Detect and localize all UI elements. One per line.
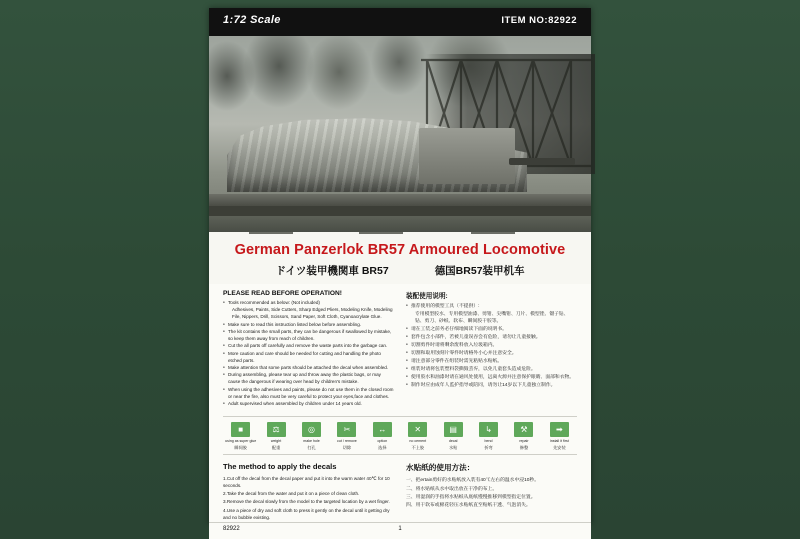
instructions-column-chinese <box>406 290 577 408</box>
symbol-legend <box>223 416 577 455</box>
decal-step: 1.Cut off the decal from the decal paper and put it into the warm water 40℃ for 10 seconds. <box>223 476 390 489</box>
photo-gun-barrel <box>509 158 575 165</box>
option-icon: ↔ <box>373 422 392 437</box>
instruction-item: ● 切割剪件时请将剩余废料放入垃圾箱内。 <box>406 342 577 349</box>
footer-item-number: 82922 <box>223 525 240 532</box>
drill-hole-icon: ◎ <box>302 422 321 437</box>
legend-caption-cn: 先安装 <box>553 444 566 450</box>
instruction-item: 专用模型胶水、专用模型油漆、剪钳、尖嘴钳、刀片、模型锉、镊子钻、钻、剪刀、砂纸、软布、瞬间胶干胶等。 <box>415 311 569 325</box>
instruction-item: ● Make sure to read this instruction listed below before assembling. <box>223 322 394 329</box>
title-subline <box>209 263 591 278</box>
decal-step: 4.Use a piece of dry and soft cloth to press it gently on the decal until it getting dry and no bubble existing. <box>223 507 390 520</box>
photo-bridge-girder <box>209 206 591 216</box>
decal-steps-cn <box>406 477 577 510</box>
instruction-item: ● The kit contains the small parts, they can be dangerous if swallowed by mistake, so keep them away from reach of children. <box>223 329 394 343</box>
instruction-item: ● 请注意部分零件在组装时需先粘贴水贴纸。 <box>406 358 577 365</box>
instructions-heading-cn: 装配使用说明: <box>406 293 448 300</box>
cover-photo <box>209 36 591 232</box>
instruction-item: ● 使用胶水和油漆时请在通风处使用，远离火源并注意保护眼睛、面部和衣物。 <box>406 374 577 381</box>
weight-icon: ⚖ <box>267 422 286 437</box>
legend-caption-en: bend <box>484 439 493 444</box>
legend-caption-cn: 修整 <box>519 444 529 450</box>
page-footer <box>209 522 591 539</box>
super-glue-icon: ■ <box>231 422 250 437</box>
legend-caption-cn: 水贴 <box>448 444 458 450</box>
photo-locomotive-cab <box>419 128 515 184</box>
instructions-list-en <box>223 300 394 408</box>
scale-badge: 1:72 Scale <box>223 14 281 26</box>
photo-water <box>209 216 591 232</box>
instruction-item: ● 请在工装之前务必仔细地阅读下面的说明书。 <box>406 326 577 333</box>
install-first-icon: ➡ <box>550 422 569 437</box>
legend-caption-cn: 打孔 <box>307 444 316 450</box>
instructions-column-english <box>223 290 394 408</box>
legend-caption-cn: 配重 <box>271 444 281 450</box>
decal-step: 四、用干软布或棉花轻压水贴纸直至贴纸干透、气泡消失。 <box>406 503 531 509</box>
legend-caption-cn: 选择 <box>378 444 387 450</box>
legend-caption-en: no cement <box>409 439 427 444</box>
page-title: German Panzerlok BR57 Armoured Locomotive <box>234 242 566 258</box>
legend-item <box>542 422 577 450</box>
decal-step: 2.Take the decal from the water and put it on a piece of clean cloth. <box>223 491 360 497</box>
instruction-item: ● During assembling, please tear up and throw away the plastic bags, or may cause the dangerous if wearing over head by children's mistake. <box>223 372 394 386</box>
instructions-list-cn <box>406 303 577 389</box>
legend-caption-en: using as super glue <box>225 439 257 444</box>
legend-item <box>435 422 470 450</box>
instruction-item: Adhesives, Paints, Side Cutters, Sharp Edged Pliers, Modeling Knife, Modeling File, Nippers, Drill, Scissors, Sand Paper, Soft Cloth, Cyanoacrylate Glue. <box>232 307 393 320</box>
decal-step: 二、将水贴纸从水中取出放在干净的布上。 <box>406 486 498 492</box>
instruction-item: ● Make attention that some parts should be attached the decal when assembled. <box>223 365 394 372</box>
legend-item <box>329 422 364 450</box>
legend-caption-cn: 折弯 <box>484 444 493 450</box>
legend-item <box>294 422 329 450</box>
decal-steps-en <box>223 475 394 521</box>
instruction-item: ● 切割和取用蚀刻片零件时请格外小心并注意安全。 <box>406 350 577 357</box>
bend-icon: ↳ <box>479 422 498 437</box>
decal-step: 3.Remove the decal slowly from the model to the targeted location by a wet finger. <box>223 499 390 505</box>
header-band <box>209 8 591 36</box>
legend-caption-cn: 切除 <box>342 444 352 450</box>
decal-heading-cn: 水贴纸的使用方法： <box>406 463 475 473</box>
instruction-item: ● 组装时请将包装塑料袋撕毁丢弃，以免儿童套头造成危险。 <box>406 366 577 373</box>
instructions-section <box>209 284 591 410</box>
title-japanese: ドイツ装甲機関車 BR57 <box>275 265 389 277</box>
legend-item <box>400 422 435 450</box>
instructions-heading-en: PLEASE READ BEFORE OPERATION! <box>223 290 342 297</box>
legend-item <box>223 422 258 450</box>
decal-column-chinese <box>406 462 577 522</box>
no-cement-icon: ✕ <box>408 422 427 437</box>
instruction-item: ● Tools recommended as below: (Not included) <box>223 300 394 307</box>
title-chinese: 德国BR57装甲机车 <box>434 265 525 277</box>
instruction-item: ● Cut the all parts off carefully and remove the waste parts into the garbage can. <box>223 343 394 350</box>
cut-remove-icon: ✂ <box>337 422 356 437</box>
legend-item <box>258 422 293 450</box>
legend-caption-en: install it first <box>549 439 569 444</box>
legend-caption-en: weight <box>270 439 282 444</box>
legend-caption-en: make hole <box>303 439 320 444</box>
decal-step: 三、用湿润的手指将水贴纸从底纸慢慢推移到模型指定位置。 <box>406 494 536 500</box>
decal-icon: ▤ <box>444 422 463 437</box>
instruction-sheet <box>209 8 591 532</box>
decal-section <box>209 455 591 522</box>
legend-item <box>471 422 506 450</box>
instruction-item: ● When using the adhesives and paints, please do not use them in the closed room or near the fire, also must be very careful to protect your eyes,face and clothes. <box>223 387 394 401</box>
repair-icon: ⚒ <box>514 422 533 437</box>
legend-caption-en: repair <box>519 439 529 444</box>
photo-bridge-deck <box>209 194 591 206</box>
footer-page-number: 1 <box>398 525 402 532</box>
legend-caption-en: decal <box>448 439 458 444</box>
item-number-badge: ITEM NO:82922 <box>501 15 577 26</box>
legend-caption-cn: 瞬间胶 <box>234 444 247 450</box>
instruction-item: ● 推荐使用的模型工具（不提供）: <box>406 303 577 310</box>
instruction-item: ● 套件包含小部件，若被儿童误吞会有危险，请勿让儿童接触。 <box>406 334 577 341</box>
instruction-item: ● 制作时应由成年人监护指导或陪同，请勿让14岁以下儿童独立制作。 <box>406 382 577 389</box>
decal-heading-en: The method to apply the decals <box>223 462 337 472</box>
instruction-item: ● More caution and care should be needed for cutting and handling the photo etched parts. <box>223 351 394 365</box>
legend-caption-en: cut / remove <box>337 439 357 444</box>
legend-caption-en: option <box>377 439 388 444</box>
decal-step: 一、把ertain剪好的水贴纸放入装有40℃左右的温水中浸10秒。 <box>406 478 540 484</box>
instruction-item: ● Adult supervised when assembled by children under 14 years old. <box>223 401 394 408</box>
title-block <box>209 232 591 284</box>
legend-caption-cn: 不上胶 <box>411 444 425 450</box>
decal-column-english <box>223 462 394 522</box>
legend-item <box>506 422 541 450</box>
legend-item <box>365 422 400 450</box>
